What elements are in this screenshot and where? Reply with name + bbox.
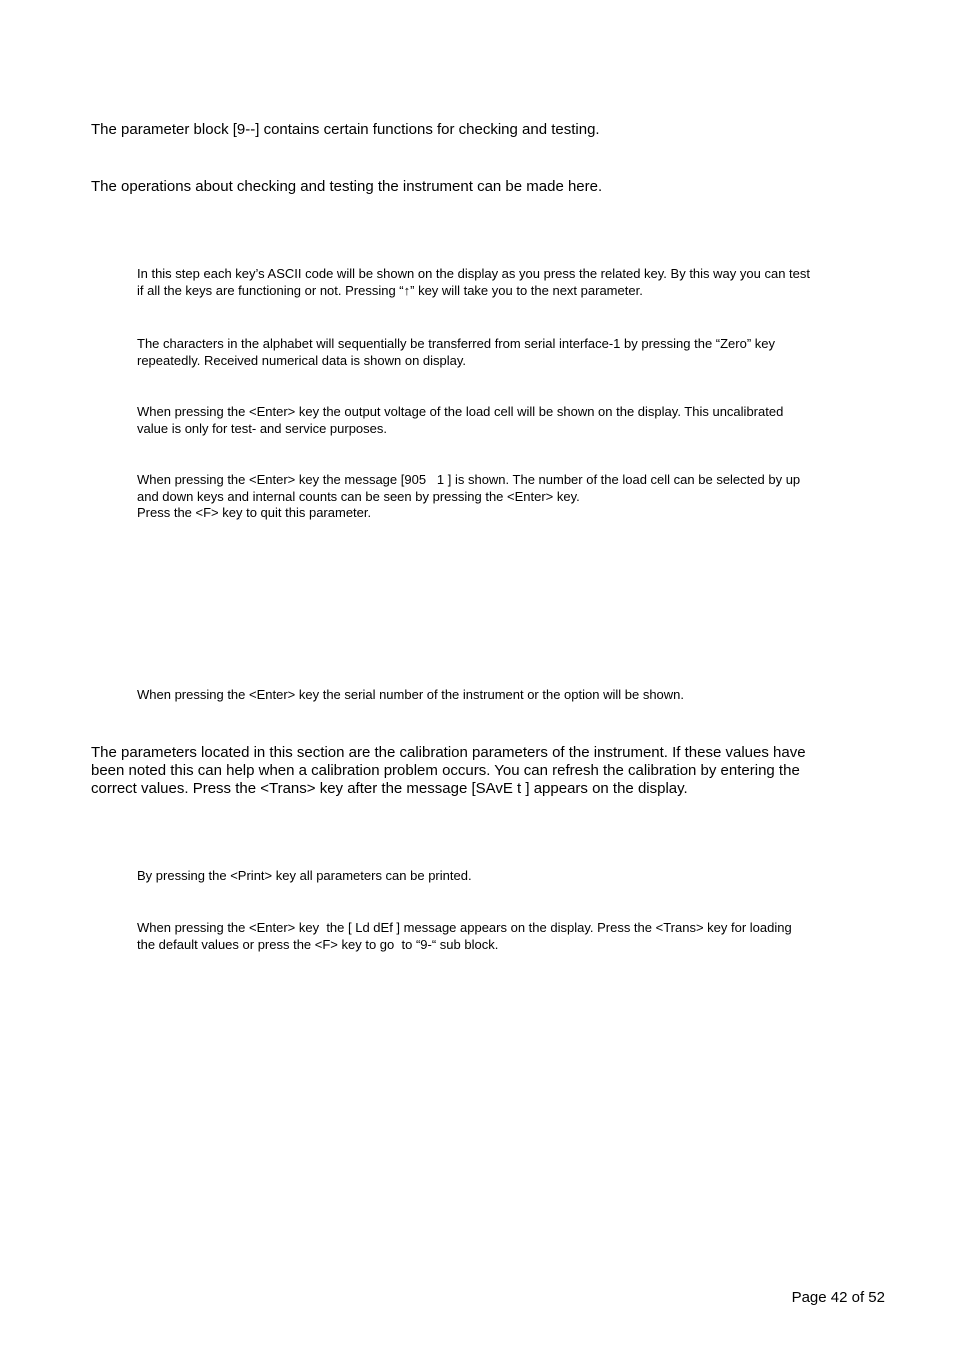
key-test-description: In this step each key’s ASCII code will be shown on the display as you press the related key. By this way you can test if all the keys are functioning or not. Pressing “↑” key will take you to the next parameter. <box>137 266 810 298</box>
calibration-paragraph: The parameters located in this section are the calibration parameters of the instrument. If these values have been noted this can help when a calibration problem occurs. You can refresh the calibration by entering the correct values. Press the <Trans> key after the message [SAvE t ] appears on the display. <box>91 744 806 797</box>
load-cell-counts-description: When pressing the <Enter> key the message [905 1 ] is shown. The number of the load cell can be selected by up and down keys and internal counts can be seen by pressing the <Enter> key. Press the <F> key to quit this parameter. <box>137 472 801 520</box>
intro-operations-text: The operations about checking and testing the instrument can be made here. <box>91 178 603 195</box>
print-parameters-description: By pressing the <Print> key all parameters can be printed. <box>137 868 472 883</box>
load-defaults-description: When pressing the <Enter> key the [ Ld dEf ] message appears on the display. Press the <Trans> key for loading the default values or press the <F> key to go to “9-“ sub block. <box>137 920 792 952</box>
page-number: Page 42 of 52 <box>791 1289 885 1306</box>
load-cell-voltage-description: When pressing the <Enter> key the output voltage of the load cell will be shown on the display. This uncalibrated value is only for test- and service purposes. <box>137 404 784 436</box>
serial-test-description: The characters in the alphabet will sequentially be transferred from serial interface-1 by pressing the “Zero” key repeatedly. Received numerical data is shown on display. <box>137 336 776 368</box>
intro-block-text: The parameter block [9--] contains certain functions for checking and testing. <box>91 121 600 138</box>
serial-number-description: When pressing the <Enter> key the serial number of the instrument or the option will be shown. <box>137 687 685 702</box>
